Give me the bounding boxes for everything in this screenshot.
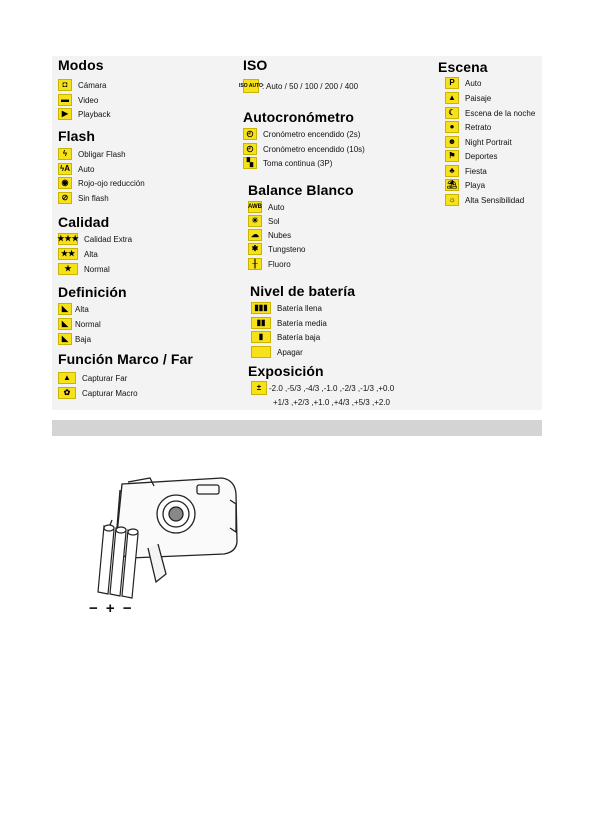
list-item: ☁ Nubes: [248, 229, 291, 241]
exposure-icon: ±: [251, 381, 267, 395]
timer-2s-icon: ◴: [243, 128, 257, 140]
res-high-icon: ◣: [58, 303, 72, 315]
list-item: ☻ Night Portrait: [445, 136, 512, 148]
section-title-funcion: Función Marco / Far: [58, 351, 193, 367]
res-normal-icon: ◣: [58, 318, 72, 330]
list-item: ✿ Capturar Macro: [58, 387, 138, 399]
list-item: Apagar: [251, 346, 303, 358]
timer-10s-icon: ◴: [243, 143, 257, 155]
three-stars-icon: ★★★: [57, 234, 79, 243]
list-item: ▮▮ Batería media: [251, 317, 327, 329]
no-flash-icon: ⊘: [58, 192, 72, 204]
list-item: ϟ Obligar Flash: [58, 148, 126, 160]
section-title-balance-blanco: Balance Blanco: [248, 182, 354, 198]
camera-icon: ◘: [58, 79, 72, 91]
flash-forced-icon: ϟ: [58, 148, 72, 160]
section-title-exposicion: Exposición: [248, 363, 324, 379]
list-item: ☼ Alta Sensibilidad: [445, 194, 524, 206]
list-item: ╫ Fluoro: [248, 258, 291, 270]
battery-empty-icon: [251, 346, 271, 358]
night-scene-icon: ☾: [445, 107, 459, 119]
list-item: ϟA Auto: [59, 164, 95, 174]
iso-auto-icon: ISO AUTO: [243, 79, 259, 93]
list-item: ▮▮▮ Batería llena: [251, 302, 322, 314]
section-title-iso: ISO: [243, 57, 268, 73]
list-item: ⚑ Deportes: [445, 150, 497, 162]
p-auto-icon: P: [445, 77, 459, 89]
exposure-row-2: +1/3 ,+2/3 ,+1.0 ,+4/3 ,+5/3 ,+2.0: [273, 398, 390, 407]
sun-icon: ☀: [248, 215, 262, 227]
one-star-icon: ★: [58, 263, 78, 275]
section-title-modos: Modos: [58, 57, 104, 73]
list-item: ◣ Baja: [58, 333, 91, 345]
section-title-autocronometro: Autocronómetro: [243, 109, 355, 125]
list-item: ◣ Alta: [58, 303, 89, 315]
night-portrait-icon: ☻: [445, 136, 459, 148]
battery-full-icon: ▮▮▮: [251, 302, 271, 314]
list-item: ☀ Sol: [248, 215, 280, 227]
section-title-nivel-bateria: Nivel de batería: [250, 283, 356, 299]
list-item: ◘ Cámara: [58, 79, 106, 91]
continuous-shot-icon: ▚: [243, 157, 257, 169]
list-item: ▚ Toma continua (3P): [243, 157, 332, 169]
list-item: ◴ Cronómetro encendido (2s): [243, 128, 360, 140]
beach-icon: ⛱: [446, 180, 458, 189]
list-item: ☾ Escena de la noche: [445, 107, 535, 119]
red-eye-icon: ◉: [58, 177, 72, 189]
high-sensitivity-icon: ☼: [445, 194, 459, 206]
list-item: P Auto: [445, 77, 481, 89]
list-item: ▬ Video: [58, 94, 98, 106]
list-item: ★★ Alta: [58, 248, 98, 260]
tungsten-bulb-icon: ✱: [248, 243, 262, 255]
cloud-icon: ☁: [248, 229, 262, 241]
fluorescent-icon: ╫: [248, 258, 262, 270]
portrait-icon: ●: [445, 121, 459, 133]
landscape-icon: ▲: [445, 92, 459, 104]
party-icon: ♣: [445, 165, 459, 177]
exposure-row: ± -2.0 ,-5/3 ,-4/3 ,-1.0 ,-2/3 ,-1/3 ,+0.0: [251, 381, 394, 395]
list-item: ♣ Fiesta: [445, 165, 487, 177]
list-item: ● Retrato: [445, 121, 491, 133]
list-item: ⊘ Sin flash: [58, 192, 109, 204]
battery-polarity-label: − + −: [89, 600, 134, 617]
flash-auto-icon: ϟA: [59, 164, 70, 173]
list-item: ▲ Capturar Far: [58, 372, 127, 384]
two-stars-icon: ★★: [58, 248, 78, 260]
section-title-definicion: Definición: [58, 284, 127, 300]
list-item: ◣ Normal: [58, 318, 101, 330]
list-item: AWB Auto: [248, 202, 285, 212]
awb-icon: AWB: [248, 201, 262, 213]
section-title-calidad: Calidad: [58, 214, 110, 230]
macro-flower-icon: ✿: [58, 387, 76, 399]
list-item: ◴ Cronómetro encendido (10s): [243, 143, 365, 155]
battery-medium-icon: ▮▮: [251, 317, 271, 329]
list-item: ✱ Tungsteno: [248, 243, 306, 255]
list-item: ▲ Paisaje: [445, 92, 491, 104]
sports-icon: ⚑: [445, 150, 459, 162]
list-item: ★ Normal: [58, 263, 110, 275]
res-low-icon: ◣: [58, 333, 72, 345]
list-item: ▶ Playback: [58, 108, 110, 120]
section-title-flash: Flash: [58, 128, 96, 144]
video-icon: ▬: [58, 94, 72, 106]
mountain-icon: ▲: [58, 372, 76, 384]
list-item: ★★★ Calidad Extra: [57, 234, 133, 244]
battery-low-icon: ▮: [251, 331, 271, 343]
list-item: ⛱ Playa: [446, 180, 486, 190]
section-title-escena: Escena: [438, 59, 488, 75]
playback-icon: ▶: [58, 108, 72, 120]
section-divider-bar: [52, 420, 542, 436]
list-item: ▮ Batería baja: [251, 331, 320, 343]
list-item: ◉ Rojo-ojo reducción: [58, 177, 145, 189]
iso-row: ISO AUTO : Auto / 50 / 100 / 200 / 400: [243, 79, 358, 93]
camera-battery-diagram: [90, 470, 250, 620]
